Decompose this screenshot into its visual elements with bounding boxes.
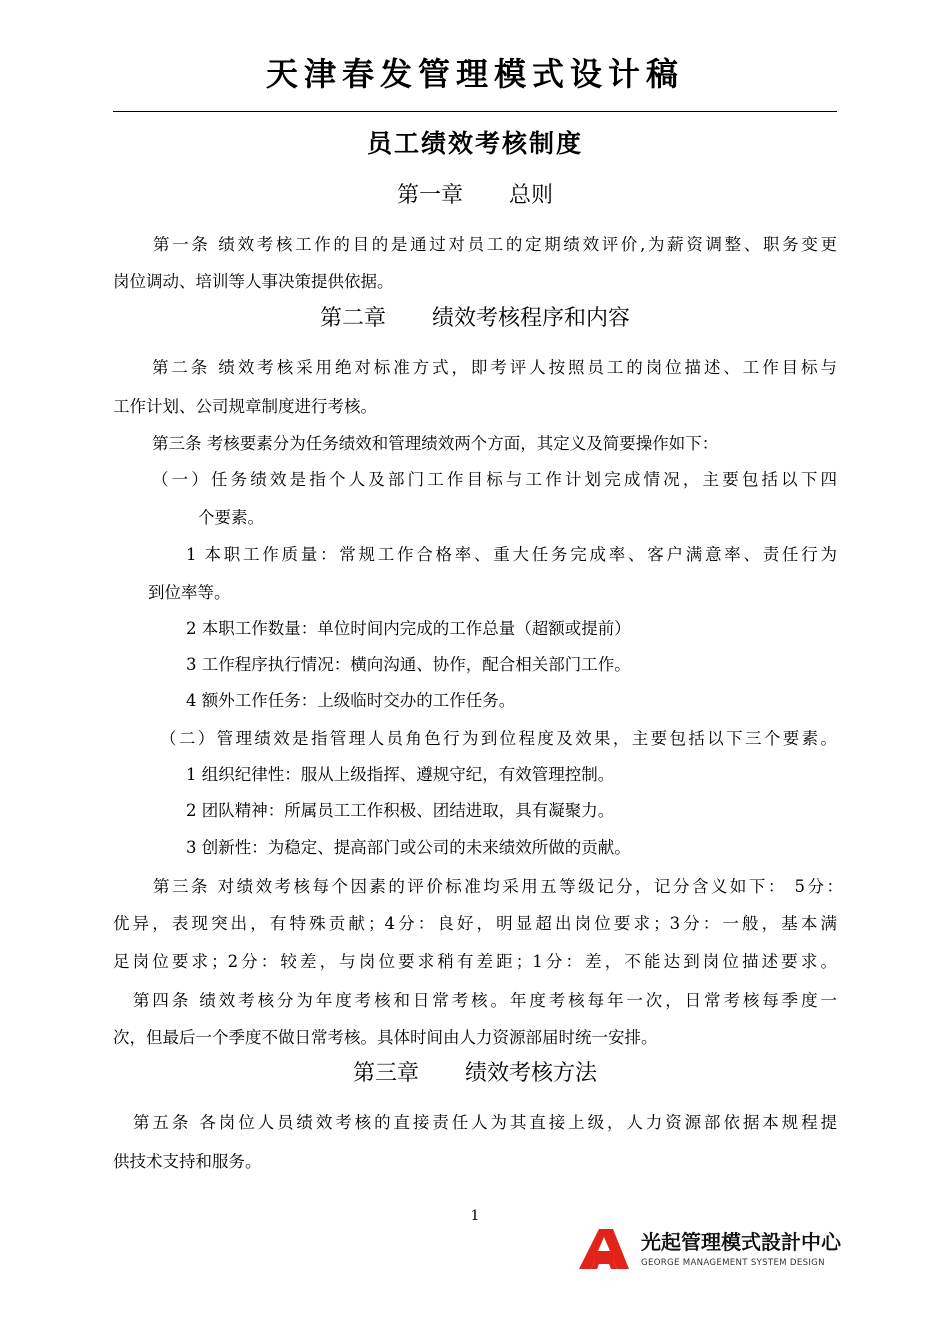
article-line: 第三条 考核要素分为任务绩效和管理绩效两个方面，其定义及简要操作如下： bbox=[152, 434, 719, 453]
chapter-3-heading bbox=[113, 1058, 837, 1090]
company-logo bbox=[577, 1227, 842, 1273]
article-line: 优异，表现突出，有特殊贡献；4分：良好，明显超出岗位要求；3分：一般，基本满 bbox=[113, 914, 837, 933]
chapter-title: 绩效考核程序和内容 bbox=[432, 306, 631, 331]
chapter-title: 绩效考核方法 bbox=[465, 1061, 598, 1086]
list-item: 1 组织纪律性：服从上级指挥、遵规守纪，有效管理控制。 bbox=[186, 765, 615, 784]
article-line: 个要素。 bbox=[198, 508, 264, 527]
chapter-number: 第三章 bbox=[352, 1061, 419, 1086]
page-number: 1 bbox=[470, 1208, 480, 1224]
logo-name-cn: 光起管理模式設計中心 bbox=[641, 1230, 841, 1254]
article-line: 第三条 对绩效考核每个因素的评价标准均采用五等级记分，记分含义如下： 5分： bbox=[153, 877, 843, 896]
article-line: （一）任务绩效是指个人及部门工作目标与工作计划完成情况，主要包括以下四 bbox=[152, 470, 837, 489]
list-item: 2 团队精神：所属员工工作积极、团结进取，具有凝聚力。 bbox=[186, 801, 615, 820]
article-line: 岗位调动、培训等人事决策提供依据。 bbox=[113, 272, 394, 291]
article-line: 工作计划、公司规章制度进行考核。 bbox=[113, 397, 377, 416]
document-title: 员工绩效考核制度 bbox=[366, 129, 583, 158]
logo-a-mark-icon bbox=[577, 1227, 637, 1271]
article-line: 第二条 绩效考核采用绝对标准方式，即考评人按照员工的岗位描述、工作目标与 bbox=[152, 358, 837, 377]
list-item: 3 工作程序执行情况：横向沟通、协作，配合相关部门工作。 bbox=[186, 655, 631, 674]
article-line: 第四条 绩效考核分为年度考核和日常考核。年度考核每年一次，日常考核每季度一 bbox=[133, 991, 837, 1010]
chapter-2-heading bbox=[113, 303, 837, 335]
article-line: 次，但最后一个季度不做日常考核。具体时间由人力资源部届时统一安排。 bbox=[113, 1028, 658, 1047]
list-item: 3 创新性：为稳定、提高部门或公司的未来绩效所做的贡献。 bbox=[186, 838, 631, 857]
list-item: 4 额外工作任务：上级临时交办的工作任务。 bbox=[186, 691, 516, 710]
list-item: 到位率等。 bbox=[148, 583, 231, 602]
chapter-number: 第一章 bbox=[396, 183, 463, 208]
article-line: （二）管理绩效是指管理人员角色行为到位程度及效果，主要包括以下三个要素。 bbox=[160, 729, 837, 748]
article-line: 供技术支持和服务。 bbox=[113, 1152, 262, 1171]
list-item: 1 本职工作质量：常规工作合格率、重大任务完成率、客户满意率、责任行为 bbox=[186, 545, 837, 564]
chapter-title: 总则 bbox=[509, 183, 554, 208]
chapter-1-heading bbox=[113, 180, 837, 212]
chapter-number: 第二章 bbox=[319, 306, 386, 331]
header-title: 天津春发管理模式设计稿 bbox=[265, 55, 684, 93]
list-item: 2 本职工作数量：单位时间内完成的工作总量（超额或提前） bbox=[186, 619, 631, 638]
article-line: 足岗位要求；2分：较差，与岗位要求稍有差距；1分：差，不能达到岗位描述要求。 bbox=[113, 952, 837, 971]
logo-name-en: GEORGE MANAGEMENT SYSTEM DESIGN bbox=[641, 1258, 825, 1268]
header-divider bbox=[113, 111, 837, 112]
article-line: 第一条 绩效考核工作的目的是通过对员工的定期绩效评价,为薪资调整、职务变更 bbox=[153, 235, 837, 254]
article-line: 第五条 各岗位人员绩效考核的直接责任人为其直接上级，人力资源部依据本规程提 bbox=[133, 1113, 837, 1132]
